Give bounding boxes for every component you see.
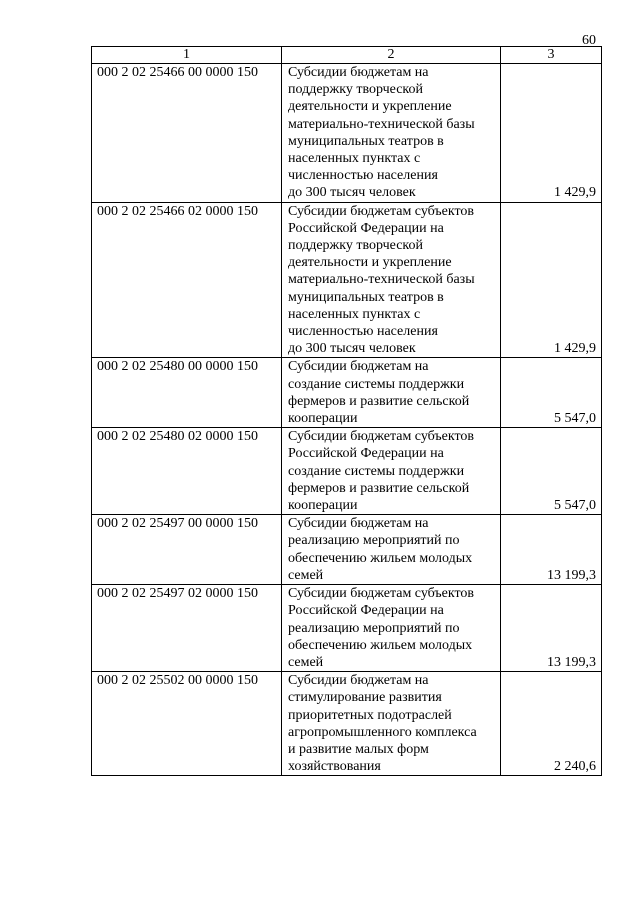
description-line: Субсидии бюджетам на bbox=[288, 516, 429, 532]
description-line: Субсидии бюджетам на bbox=[288, 65, 429, 80]
column-header-amount: 3 bbox=[501, 47, 602, 64]
description-line: материально-технической базы bbox=[288, 116, 475, 132]
description-line: Российской Федерации на bbox=[288, 446, 444, 462]
description-cell bbox=[282, 515, 501, 585]
description-cell bbox=[282, 358, 501, 428]
description-line: фермеров и развитие сельской bbox=[288, 393, 470, 409]
description-line: семей bbox=[288, 654, 324, 670]
table-row bbox=[92, 428, 602, 515]
description-line: и развитие малых форм bbox=[288, 741, 429, 757]
description-line: Российской Федерации на bbox=[288, 220, 444, 236]
description-line: муниципальных театров в bbox=[288, 289, 444, 305]
budget-code-cell: 000 2 02 25480 00 0000 150 bbox=[92, 358, 282, 428]
description-line: населенных пунктах с bbox=[288, 151, 421, 167]
description-line: создание системы поддержки bbox=[288, 463, 465, 479]
budget-code-cell: 000 2 02 25502 00 0000 150 bbox=[92, 672, 282, 776]
description-line: деятельности и укрепление bbox=[288, 255, 452, 271]
table-row bbox=[92, 585, 602, 672]
amount-cell: 13 199,3 bbox=[501, 515, 602, 585]
amount-cell: 5 547,0 bbox=[501, 358, 602, 428]
amount-cell: 1 429,9 bbox=[501, 64, 602, 203]
budget-code-cell: 000 2 02 25466 02 0000 150 bbox=[92, 202, 282, 358]
description-line: кооперации bbox=[288, 411, 358, 427]
table-header-row bbox=[92, 47, 602, 64]
description-line: населенных пунктах с bbox=[288, 306, 421, 322]
description-line: реализацию мероприятий по bbox=[288, 533, 460, 549]
table-body bbox=[92, 64, 602, 776]
description-line: муниципальных театров в bbox=[288, 133, 444, 149]
table-row bbox=[92, 515, 602, 585]
description-line: фермеров и развитие сельской bbox=[288, 480, 470, 496]
budget-code-cell: 000 2 02 25497 02 0000 150 bbox=[92, 585, 282, 672]
description-line: обеспечению жильем молодых bbox=[288, 550, 473, 566]
description-line: приоритетных подотраслей bbox=[288, 707, 452, 723]
budget-code-cell: 000 2 02 25480 02 0000 150 bbox=[92, 428, 282, 515]
budget-code-cell: 000 2 02 25466 00 0000 150 bbox=[92, 64, 282, 203]
amount-cell: 13 199,3 bbox=[501, 585, 602, 672]
amount-cell: 1 429,9 bbox=[501, 202, 602, 358]
description-line: материально-технической базы bbox=[288, 272, 475, 288]
description-line: Субсидии бюджетам субъектов bbox=[288, 429, 475, 445]
description-line: Субсидии бюджетам на bbox=[288, 673, 429, 689]
table-row bbox=[92, 358, 602, 428]
description-line: Субсидии бюджетам субъектов bbox=[288, 586, 475, 602]
description-line: поддержку творческой bbox=[288, 238, 424, 254]
description-cell bbox=[282, 672, 501, 776]
description-line: создание системы поддержки bbox=[288, 376, 465, 392]
description-line: Субсидии бюджетам на bbox=[288, 359, 429, 375]
description-cell bbox=[282, 585, 501, 672]
description-line: кооперации bbox=[288, 498, 358, 514]
description-cell bbox=[282, 64, 501, 203]
description-line: численностью населения bbox=[288, 168, 438, 184]
amount-cell: 5 547,0 bbox=[501, 428, 602, 515]
description-line: до 300 тысяч человек bbox=[288, 341, 416, 357]
description-line: обеспечению жильем молодых bbox=[288, 637, 473, 653]
description-line: агропромышленного комплекса bbox=[288, 724, 477, 740]
description-line: деятельности и укрепление bbox=[288, 99, 452, 115]
description-line: поддержку творческой bbox=[288, 82, 424, 98]
description-line: стимулирование развития bbox=[288, 690, 442, 706]
description-cell bbox=[282, 428, 501, 515]
description-line: Российской Федерации на bbox=[288, 603, 444, 619]
table-row bbox=[92, 202, 602, 358]
description-line: Субсидии бюджетам субъектов bbox=[288, 203, 475, 219]
table-row bbox=[92, 672, 602, 776]
column-header-code: 1 bbox=[92, 47, 282, 64]
amount-cell: 2 240,6 bbox=[501, 672, 602, 776]
description-line: реализацию мероприятий по bbox=[288, 620, 460, 636]
description-line: до 300 тысяч человек bbox=[288, 185, 416, 201]
page-number: 60 bbox=[582, 33, 596, 48]
table-row bbox=[92, 64, 602, 203]
description-line: численностью населения bbox=[288, 324, 438, 340]
description-line: хозяйствования bbox=[288, 759, 381, 775]
budget-code-cell: 000 2 02 25497 00 0000 150 bbox=[92, 515, 282, 585]
description-cell bbox=[282, 202, 501, 358]
column-header-name: 2 bbox=[282, 47, 501, 64]
description-line: семей bbox=[288, 567, 324, 583]
budget-table bbox=[91, 46, 602, 776]
